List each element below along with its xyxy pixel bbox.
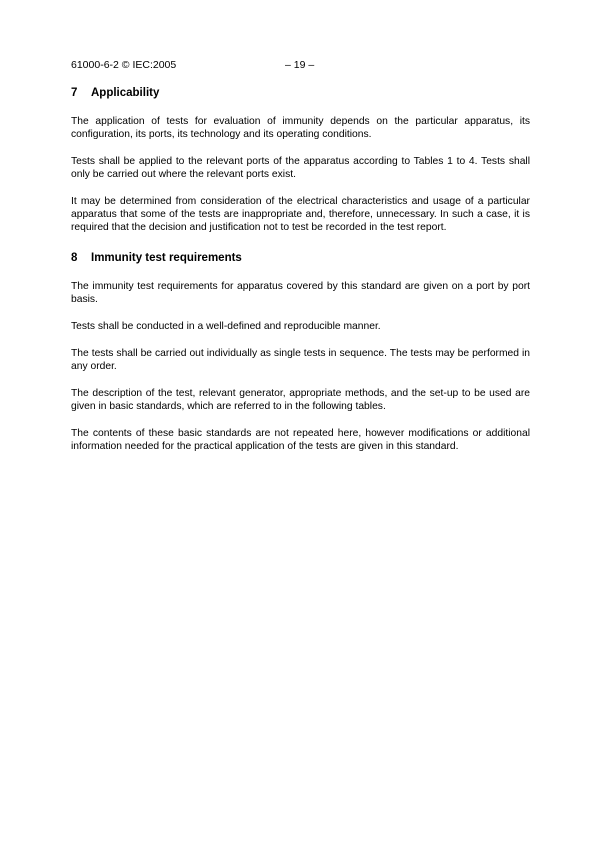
section-title: Immunity test requirements [91,252,242,264]
paragraph: It may be determined from consideration of the electrical characteristics and usage of a particular apparatus that some of the tests are inappropriate and, therefore, unnecessary. In such a case, it is required that the decision and justification not to test be recorded in the test report. [71,196,530,233]
paragraph: The tests shall be carried out individually as single tests in sequence. The tests may be performed in any order. [71,348,530,372]
paragraph: The immunity test requirements for apparatus covered by this standard are given on a port by port basis. [71,281,530,305]
document-id-header: 61000-6-2 © IEC:2005 [71,59,177,71]
section-number: 7 [71,87,78,99]
paragraph: The application of tests for evaluation of immunity depends on the particular apparatus, its configuration, its ports, its technology and its operating conditions. [71,116,530,140]
section-7 [71,86,530,234]
paragraph: Tests shall be conducted in a well-defined and reproducible manner. [71,321,381,332]
section-heading [71,86,530,100]
paragraph: The description of the test, relevant generator, appropriate methods, and the set-up to be used are given in basic standards, which are referred to in the following tables. [71,388,530,412]
page-number: – 19 – [285,59,315,71]
page-content [71,86,530,453]
section-title: Applicability [91,87,160,99]
section-heading [71,251,530,265]
paragraph: Tests shall be applied to the relevant ports of the apparatus according to Tables 1 to 4. Tests shall only be carried out where the relevant ports exist. [71,156,530,180]
section-number: 8 [71,252,78,264]
paragraph: The contents of these basic standards are not repeated here, however modifications or additional information needed for the practical application of the tests are given in this standard. [71,428,530,452]
section-8 [71,251,530,453]
